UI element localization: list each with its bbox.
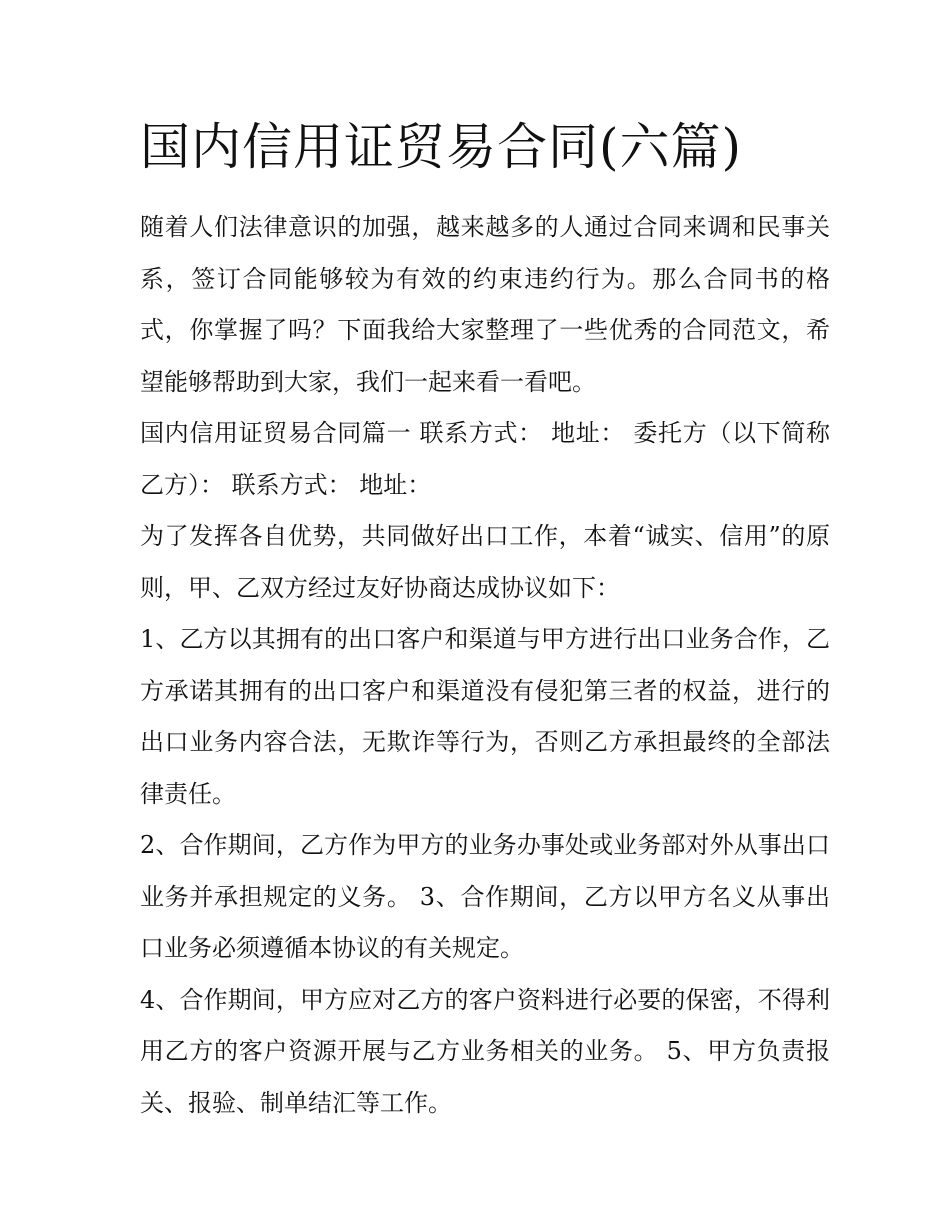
- document-body: [140, 202, 830, 1129]
- paragraph-intro: 随着人们法律意识的加强，越来越多的人通过合同来调和民事关系，签订合同能够较为有效的约束违约行为。那么合同书的格式，你掌握了吗？下面我给大家整理了一些优秀的合同范文，希望能够帮助到大家，我们一起来看一看吧。: [140, 213, 830, 396]
- paragraph-clause-2-3: 2、合作期间，乙方作为甲方的业务办事处或业务部对外从事出口业务并承担规定的义务。 3、合作期间，乙方以甲方名义从事出口业务必须遵循本协议的有关规定。: [140, 831, 830, 962]
- paragraph-clause-4-5: 4、合作期间，甲方应对乙方的客户资料进行必要的保密，不得利用乙方的客户资源开展与乙方业务相关的业务。 5、甲方负责报关、报验、制单结汇等工作。: [140, 985, 830, 1117]
- document-title: 国内信用证贸易合同(六篇): [140, 118, 743, 176]
- paragraph-contact: 国内信用证贸易合同篇一 联系方式： 地址： 委托方（以下简称乙方）： 联系方式： 地址：: [140, 419, 830, 499]
- paragraph-clause-1: 1、乙方以其拥有的出口客户和渠道与甲方进行出口业务合作，乙方承诺其拥有的出口客户和渠道没有侵犯第三者的权益，进行的出口业务内容合法，无欺诈等行为，否则乙方承担最终的全部法律责任。: [140, 625, 830, 808]
- paragraph-principle: 为了发挥各自优势，共同做好出口工作，本着“诚实、信用”的原则，甲、乙双方经过友好协商达成协议如下：: [140, 522, 830, 602]
